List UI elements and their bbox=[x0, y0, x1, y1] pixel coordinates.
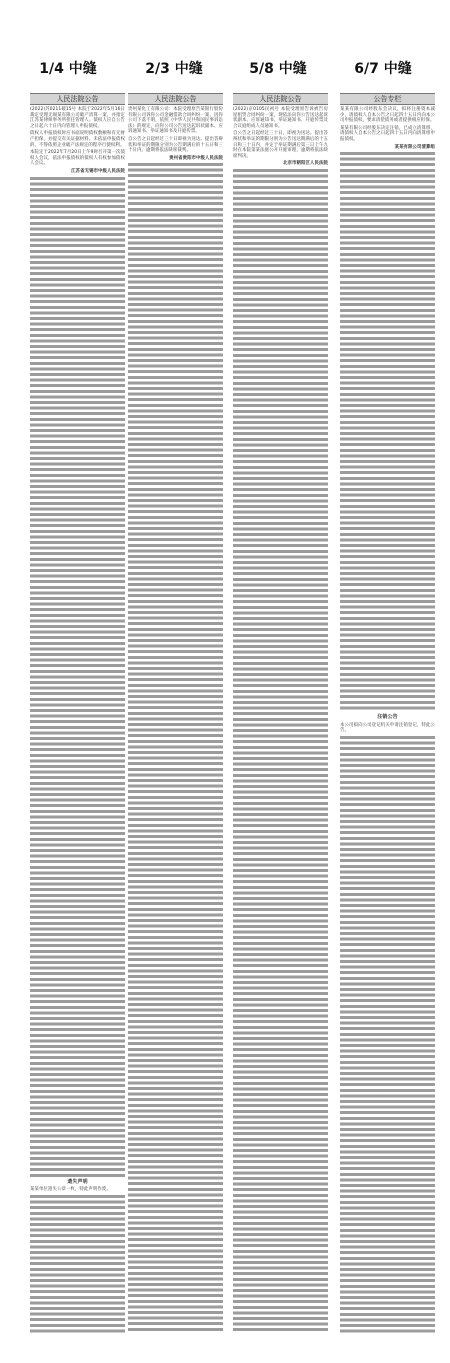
notice-paragraph: 某某有限公司经股东会决议，拟将注册资本减少，请债权人自本公告之日起四十五日内向本公司申报债权，要求清偿债务或者提供相应担保。 bbox=[340, 107, 435, 124]
column-2-title: 人民法院公告 bbox=[128, 93, 223, 105]
notice-paragraph: 某某单位遗失公章一枚，特此声明作废。 bbox=[30, 1187, 111, 1193]
text-body-fill bbox=[340, 736, 435, 1333]
notice-paragraph: (2022)苏0211破15号 本院于2022年5月16日裁定受理无锡某有限公司破产清算一案，并指定江苏某律师事务所担任管理人。债权人应自公告之日起六十日内向管理人申报债权。 bbox=[30, 107, 125, 129]
column-1-title: 人民法院公告 bbox=[30, 93, 125, 105]
court-signature: 北京市朝阳区人民法院 bbox=[283, 161, 328, 167]
column-4 bbox=[340, 93, 435, 1333]
notice-paragraph: (2022)京0105民初号 本院受理原告诉被告房屋租赁合同纠纷一案，现依法向你公告送达起诉状副本、应诉通知书、举证通知书、开庭传票及合议庭组成人员通知书。 bbox=[233, 107, 328, 129]
text-body-fill bbox=[340, 152, 435, 712]
text-body-fill bbox=[30, 1195, 125, 1333]
notice-paragraph: 某某有限公司经股东决定注销，已成立清算组，请债权人自本公告之日起四十五日内向清算组申报债权。 bbox=[340, 125, 435, 142]
notice-paragraph: 自公告之日起经过三十日，即视为送达。提出答辩状和举证的期限分别为公告送达期满后的十五日和三十日内，并定于举证期满后第三日上午九时在本院第某法庭公开开庭审理，逾期将依法缺席判决。 bbox=[233, 131, 328, 159]
notice-paragraph: 贵州某化工有限公司：本院受理原告某银行股份有限公司诉你公司金融借款合同纠纷一案，因你公司下落不明，依照《中华人民共和国民事诉讼法》的规定，向你公司公告送达起诉状副本、应诉通知书、举证通知书及开庭传票。 bbox=[128, 107, 223, 135]
court-signature: 贵州省贵阳市中级人民法院 bbox=[169, 155, 223, 161]
section-heading: 遗失声明 bbox=[67, 1178, 88, 1185]
notice-paragraph: 债权人申报债权时应书面说明债权数额和有无财产担保，并提交有关证据材料。未依法申报债权的，不得依照企业破产法规定的程序行使权利。 bbox=[30, 131, 125, 148]
column-4-body bbox=[340, 107, 435, 1333]
notice-paragraph: 本公司拟向公司登记机关申请注销登记，特此公告。 bbox=[340, 722, 435, 734]
column-1-body bbox=[30, 107, 125, 1333]
notice-paragraph: 自公告之日起经过三十日即视为送达。提出答辩状和举证的期限分别为公告期满后的十五日和三十日内。逾期将依法缺席裁判。 bbox=[128, 136, 223, 154]
court-signature: 江苏省无锡市中级人民法院 bbox=[71, 168, 125, 174]
text-body-fill bbox=[128, 163, 223, 1333]
column-1 bbox=[30, 93, 125, 1333]
column-2-body bbox=[128, 107, 223, 1333]
column-1-label: 1/4 中缝 bbox=[39, 61, 97, 77]
column-4-label: 6/7 中缝 bbox=[354, 61, 412, 77]
text-body-fill bbox=[30, 177, 125, 1177]
text-body-fill bbox=[233, 169, 328, 1333]
column-3-label: 5/8 中缝 bbox=[249, 61, 307, 77]
court-signature: 某某有限公司清算组 bbox=[394, 144, 435, 150]
notice-paragraph: 本院定于2022年7月20日上午9时召开第一次债权人会议，依法申报债权的债权人有权参加债权人会议。 bbox=[30, 150, 125, 167]
column-2 bbox=[128, 93, 223, 1333]
column-3-title: 人民法院公告 bbox=[233, 93, 328, 105]
section-heading: 注销公告 bbox=[377, 714, 398, 721]
column-4-title: 公告专栏 bbox=[340, 93, 435, 105]
column-3-body bbox=[233, 107, 328, 1333]
column-3 bbox=[233, 93, 328, 1333]
column-2-label: 2/3 中缝 bbox=[145, 61, 203, 77]
